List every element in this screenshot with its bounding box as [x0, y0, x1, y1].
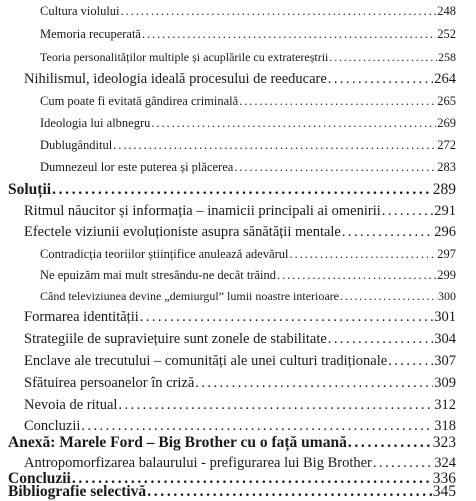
toc-entry [24, 331, 456, 348]
dot-leader [151, 116, 436, 131]
toc-entry [24, 71, 456, 88]
toc-entry-title: Nihilismul, ideologia ideală procesului de reeducare [24, 71, 327, 87]
dot-leader [118, 397, 433, 414]
toc-entry-title: Cultura violului [40, 4, 120, 18]
toc-entry-page: 265 [437, 94, 456, 108]
toc-entry-title: Anexă: Marele Ford – Big Brother cu o față umană [8, 434, 347, 451]
dot-leader [328, 331, 433, 348]
toc-entry [40, 27, 456, 42]
toc-entry-page: 291 [434, 203, 456, 219]
toc-entry-page: 318 [434, 418, 456, 434]
dot-leader [239, 94, 436, 109]
dot-leader [81, 418, 433, 435]
toc-entry-page: 299 [437, 268, 456, 282]
toc-entry [40, 50, 456, 65]
toc-entry-title: Enclave ale trecutului – comunități ale unei culturi tradiționale [24, 353, 388, 369]
dot-leader [340, 289, 437, 304]
toc-entry-page: 296 [434, 224, 456, 240]
dot-leader [140, 309, 433, 326]
dot-leader [121, 4, 437, 19]
dot-leader [328, 71, 433, 88]
dot-leader [147, 483, 432, 501]
toc-entry-title: Memoria recuperată [40, 27, 141, 41]
toc-entry-page: 269 [437, 116, 456, 130]
toc-entry-title: Concluzii [24, 418, 81, 434]
dot-leader [290, 247, 437, 262]
toc-entry [24, 203, 456, 220]
toc-entry-page: 289 [432, 181, 456, 198]
dot-leader [329, 50, 437, 65]
toc-entry [40, 94, 456, 109]
dot-leader [195, 375, 433, 392]
toc-entry-title: Concluzii [8, 470, 71, 487]
toc-entry [40, 247, 456, 262]
toc-entry [8, 181, 456, 199]
toc-entry-page: 309 [434, 375, 456, 391]
toc-entry-title: Ne epuizăm mai mult stresându-ne decât trăind [40, 268, 277, 282]
toc-entry-title: Nevoia de ritual [24, 397, 118, 413]
dot-leader [113, 138, 436, 153]
toc-entry-page: 301 [434, 309, 456, 325]
toc-entry [24, 353, 456, 370]
toc-entry-title: Teoria personalităților multiple și acuplările cu extratereștrii [40, 50, 329, 64]
dot-leader [348, 434, 432, 452]
dot-leader [277, 268, 436, 283]
toc-entry-title: Formarea identității [24, 309, 139, 325]
toc-entry [40, 116, 456, 131]
toc-entry [8, 434, 456, 452]
toc-entry [24, 375, 456, 392]
toc-entry-page: 307 [434, 353, 456, 369]
toc-entry-page: 312 [434, 397, 456, 413]
toc-entry-title: Contradicția teoriilor științifice anulează adevărul [40, 247, 289, 261]
toc-entry [40, 138, 456, 153]
toc-entry-title: Ritmul năucitor și informația – inamicii principali ai omenirii [24, 203, 381, 219]
toc-entry-page: 272 [437, 138, 456, 152]
dot-leader [52, 181, 432, 199]
toc-entry-title: Dublugânditul [40, 138, 113, 152]
toc-entry [24, 224, 456, 241]
dot-leader [388, 353, 433, 370]
dot-leader [382, 203, 433, 220]
toc-entry-page: 336 [432, 470, 456, 487]
toc-entry-page: 283 [437, 160, 456, 174]
toc-entry-page: 248 [437, 4, 456, 18]
toc-entry-title: Cum poate fi evitată gândirea criminală [40, 94, 239, 108]
toc-entry-page: 324 [434, 455, 456, 471]
toc-entry-title: Dumnezeul lor este puterea și plăcerea [40, 160, 234, 174]
toc-entry-page: 323 [432, 434, 456, 451]
toc-entry-title: Efectele viziunii evoluționiste asupra sănătății mentale [24, 224, 341, 240]
toc-entry [40, 160, 456, 175]
toc-entry-page: 258 [438, 50, 456, 64]
toc-entry [24, 418, 456, 435]
toc-entry-title: Când televiziunea devine „demiurgul” lumii noastre interioare [40, 289, 340, 303]
toc-entry [40, 289, 456, 304]
toc-entry-title: Sfătuirea persoanelor în criză [24, 375, 195, 391]
toc-entry [40, 4, 456, 19]
toc-entry [24, 309, 456, 326]
dot-leader [342, 224, 433, 241]
toc-entry-page: 252 [437, 27, 456, 41]
dot-leader [234, 160, 436, 175]
toc-entry-title: Antropomorfizarea balaurului - prefigurarea lui Big Brother [24, 455, 372, 471]
toc-entry-page: 297 [437, 247, 456, 261]
toc-entry-title: Ideologia lui albnegru [40, 116, 151, 130]
toc-entry-page: 304 [434, 331, 456, 347]
toc-entry-page: 300 [438, 289, 456, 303]
toc-entry-page: 345 [432, 483, 456, 500]
dot-leader [142, 27, 436, 42]
toc-entry-title: Soluții [8, 181, 52, 198]
toc-entry [24, 397, 456, 414]
toc-entry [40, 268, 456, 283]
toc-entry-title: Strategiile de supraviețuire sunt zonele de stabilitate [24, 331, 327, 347]
toc-entry-title: Bibliografie selectivă [8, 483, 147, 500]
toc-entry [8, 483, 456, 501]
toc-entry-page: 264 [434, 71, 456, 87]
